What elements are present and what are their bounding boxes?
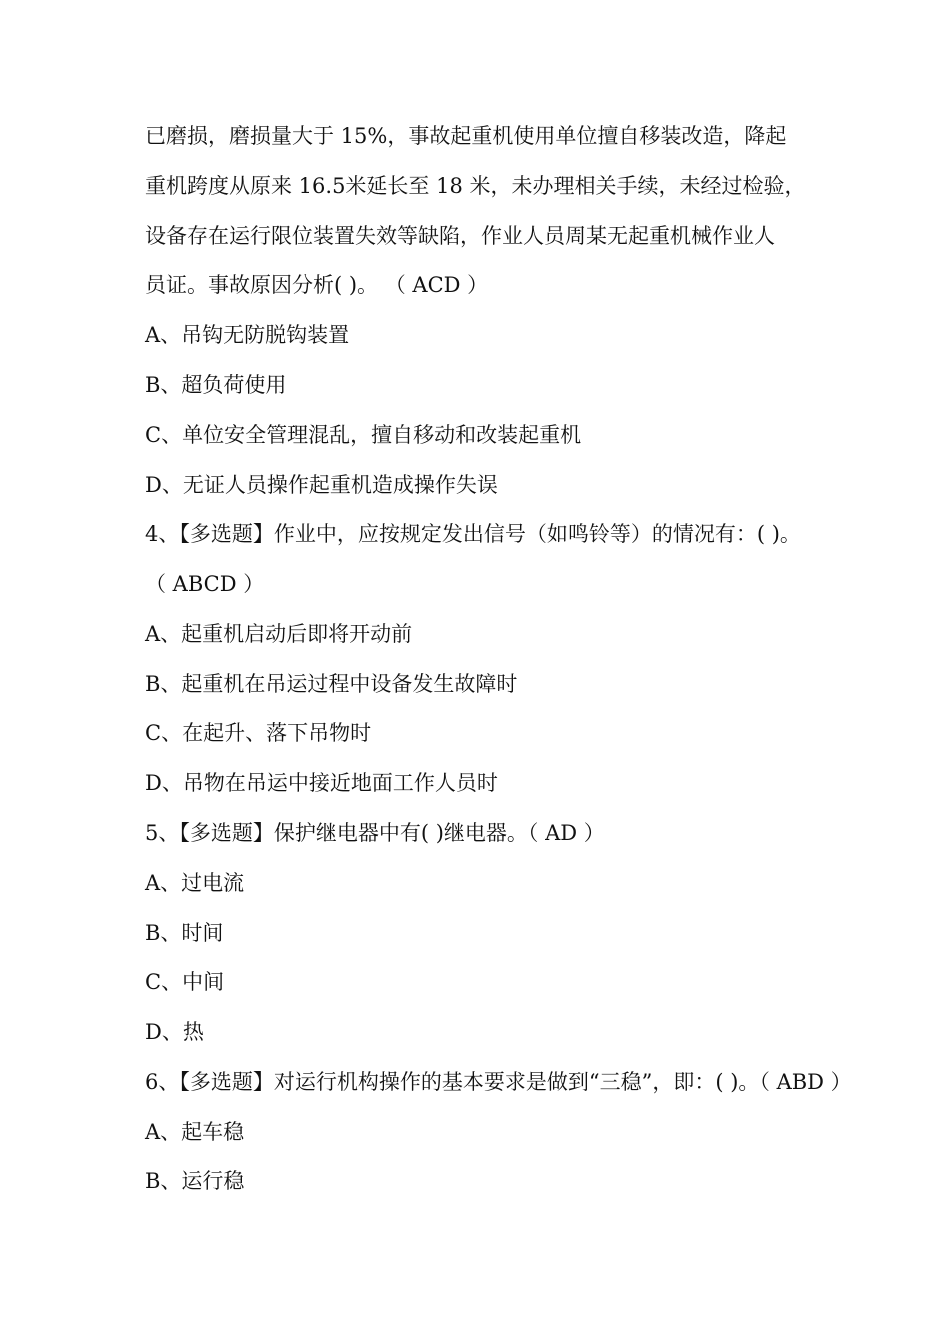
option-b: B、超负荷使用 — [145, 373, 287, 397]
paragraph-line: 重机跨度从原来 16.5米延长至 18 米，未办理相关手续，未经过检验， — [145, 174, 806, 198]
option-a: A、吊钩无防脱钩装置 — [145, 323, 350, 347]
paragraph-line: 已磨损，磨损量大于 15%，事故起重机使用单位擅自移装改造，降起 — [145, 124, 787, 148]
paragraph-line: 设备存在运行限位装置失效等缺陷，作业人员周某无起重机械作业人 — [145, 224, 775, 248]
option-b: B、运行稳 — [145, 1169, 245, 1193]
question-4-stem: 4、【多选题】作业中，应按规定发出信号（如鸣铃等）的情况有：( )。 — [145, 522, 801, 546]
option-b: B、起重机在吊运过程中设备发生故障时 — [145, 672, 518, 696]
option-c: C、单位安全管理混乱，擅自移动和改装起重机 — [145, 423, 582, 447]
option-d: D、无证人员操作起重机造成操作失误 — [145, 473, 498, 497]
question-6-stem: 6、【多选题】对运行机构操作的基本要求是做到“三稳”，即：( )。（ ABD ） — [145, 1070, 852, 1094]
question-4-answer: （ ABCD ） — [145, 572, 265, 596]
option-d: D、热 — [145, 1020, 204, 1044]
option-a: A、过电流 — [145, 871, 245, 895]
option-a: A、起车稳 — [145, 1120, 245, 1144]
question-5-stem: 5、【多选题】保护继电器中有( )继电器。（ AD ） — [145, 821, 605, 845]
option-c: C、中间 — [145, 970, 225, 994]
option-b: B、时间 — [145, 921, 224, 945]
option-d: D、吊物在吊运中接近地面工作人员时 — [145, 771, 498, 795]
question-stem-line: 员证。事故原因分析( )。 （ ACD ） — [145, 273, 489, 297]
option-c: C、在起升、落下吊物时 — [145, 721, 372, 745]
option-a: A、起重机启动后即将开动前 — [145, 622, 413, 646]
